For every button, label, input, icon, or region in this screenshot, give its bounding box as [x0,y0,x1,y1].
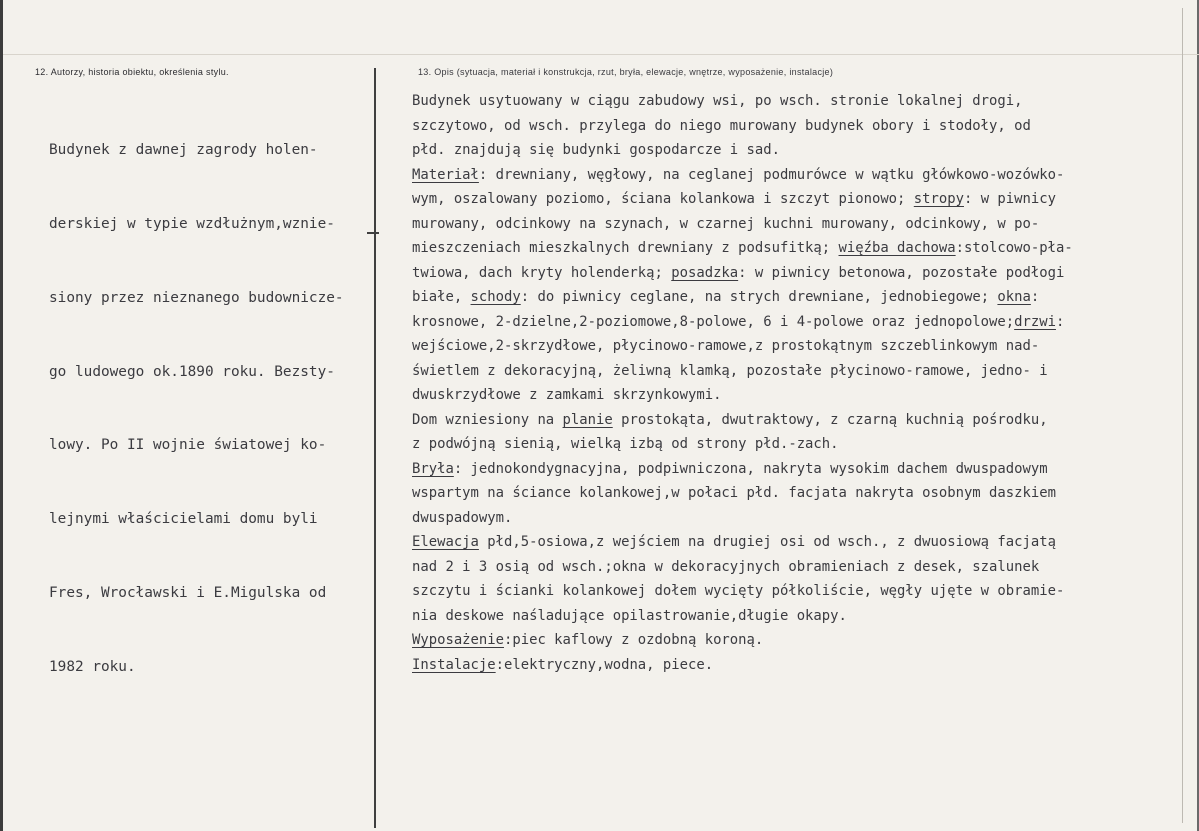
right-text-line [412,432,1073,457]
right-text-line [412,334,1073,359]
field-label: stropy [913,191,964,207]
right-text-line [412,310,1073,335]
right-text-line [412,236,1073,261]
left-text-line: derskiej w typie wzdłużnym,wznie- [49,215,335,232]
right-text-line [412,163,1073,188]
right-text-line [412,408,1073,433]
field-label: drzwi [1014,313,1056,330]
left-text-line: Budynek z dawnej zagrody holen- [49,142,318,159]
right-text-line [412,383,1073,408]
page-top-edge [3,0,1199,55]
right-text-line [412,285,1073,310]
text-segment: dwuspadowym. [412,509,513,526]
text-segment: szczytu i ścianki kolankowej dołem wycięty półkoliście, węgły ujęte w obramie- [412,583,1065,599]
text-segment: :stolcowo-pła- [955,240,1073,256]
divider-tick-mark [367,232,379,234]
right-text-line [412,530,1073,555]
text-segment: wym, oszalowany poziomo, ściana kolankowa i szczyt pionowo; [412,191,914,207]
field-label: Materiał [412,166,479,183]
text-segment: : drewniany, węgłowy, na ceglanej podmurówce w wątku główkowo-wozówko- [478,166,1065,183]
text-segment: :piec kaflowy z ozdobną koroną. [504,632,764,648]
right-text-line [412,506,1073,531]
text-segment: wejściowe,2-skrzydłowe, płycinowo-ramowe,z prostokątnym szczeblinkowym nad- [412,338,1040,354]
right-text-line [412,604,1073,629]
right-column-text [412,89,1073,677]
left-column-header: 12. Autorzy, historia obiektu, określenia stylu. [35,67,229,77]
page-right-edge [1182,8,1189,823]
field-label: posadzka [671,264,739,281]
right-text-line [412,457,1073,482]
text-segment: nia deskowe naśladujące opilastrowanie,długie okapy. [412,607,847,624]
text-segment: : jednokondygnacyjna, podpiwniczona, nakryta wysokim dachem dwuspadowym [453,460,1048,477]
text-segment: mieszczeniach mieszkalnych drewniany z podsufitką; [412,240,839,256]
text-segment: świetlem z dekoracyjną, żeliwną klamką, pozostałe płycinowo-ramowe, jedno- i [412,362,1048,379]
text-segment: płd. znajdują się budynki gospodarcze i sad. [412,142,780,158]
text-segment: płd,5-osiowa,z wejściem na drugiej osi od wsch., z dwuosiową facjatą [478,534,1056,550]
right-text-line [412,481,1073,506]
right-column-header: 13. Opis (sytuacja, materiał i konstrukcja, rzut, bryła, elewacje, wnętrze, wyposażenie, instalacje) [418,67,834,77]
text-segment: : do piwnicy ceglane, na strych drewniane, jednobiegowe; [520,289,998,305]
left-text-line: siony przez nieznanego budowniczе- [49,289,344,306]
field-label: Bryła [412,460,454,477]
text-segment: z podwójną sienią, wielką izbą od strony płd.-zach. [412,436,839,452]
right-text-line [412,138,1073,163]
right-text-line [412,261,1073,286]
text-segment: :elektryczny,wodna, piece. [495,656,714,673]
text-segment: krosnowe, 2-dzielne,2-poziomowe,8-polowe, 6 i 4-polowe oraz jednopolowe; [412,313,1015,330]
text-segment: murowany, odcinkowy na szynach, w czarnej kuchni murowany, odcinkowy, w po- [412,215,1040,232]
right-text-line [412,555,1073,580]
right-text-line [412,653,1073,678]
right-text-line [412,359,1073,384]
right-text-line [412,579,1073,604]
text-segment: Dom wzniesiony na [412,411,563,428]
text-segment: twiowa, dach kryty holenderką; [412,264,672,281]
left-text-line: lowy. Po II wojnie światowej ko- [49,437,327,454]
left-text-line: lejnymi właścicielami domu byli [49,511,318,528]
field-label: Instalacje [412,656,496,673]
right-text-line [412,187,1073,212]
text-segment: nad 2 i 3 osią od wsch.;okna w dekoracyjnych obramieniach z desek, szalunek [412,558,1040,575]
field-label: Elewacja [412,534,479,550]
field-label: Wyposażenie [412,632,504,648]
left-text-line: go ludowego ok.1890 roku. Bezsty- [49,363,335,380]
right-text-line [412,89,1073,114]
text-segment: białe, [412,289,471,305]
field-label: okna [997,289,1031,305]
right-text-line [412,114,1073,139]
left-text-line: Fres, Wrocławski i E.Migulska od [49,584,327,601]
text-segment: : [1030,289,1040,305]
column-divider [374,68,376,828]
field-label: więźba dachowa [838,240,956,256]
text-segment: prostokąta, dwutraktowy, z czarną kuchnią pośrodku, [612,411,1048,428]
text-segment: : w piwnicy [963,191,1056,207]
text-segment: wspartym na ściance kolankowej,w połaci płd. facjata nakryta osobnym daszkiem [412,485,1056,501]
text-segment: szczytowo, od wsch. przylega do niego murowany budynek obory i stodoły, od [412,117,1031,134]
left-column-text [49,89,344,728]
text-segment: Budynek usytuowany w ciągu zabudowy wsi, po wsch. stronie lokalnej drogi, [412,93,1023,109]
left-text-line: 1982 roku. [49,658,136,675]
field-label: schody [470,289,521,305]
right-text-line [412,628,1073,653]
text-segment: dwuskrzydłowe z zamkami skrzynkowymi. [412,387,722,403]
right-text-line [412,212,1073,237]
text-segment: : w piwnicy betonowa, pozostałe podłogi [738,264,1065,281]
text-segment: : [1055,313,1065,330]
field-label: planie [562,411,613,428]
